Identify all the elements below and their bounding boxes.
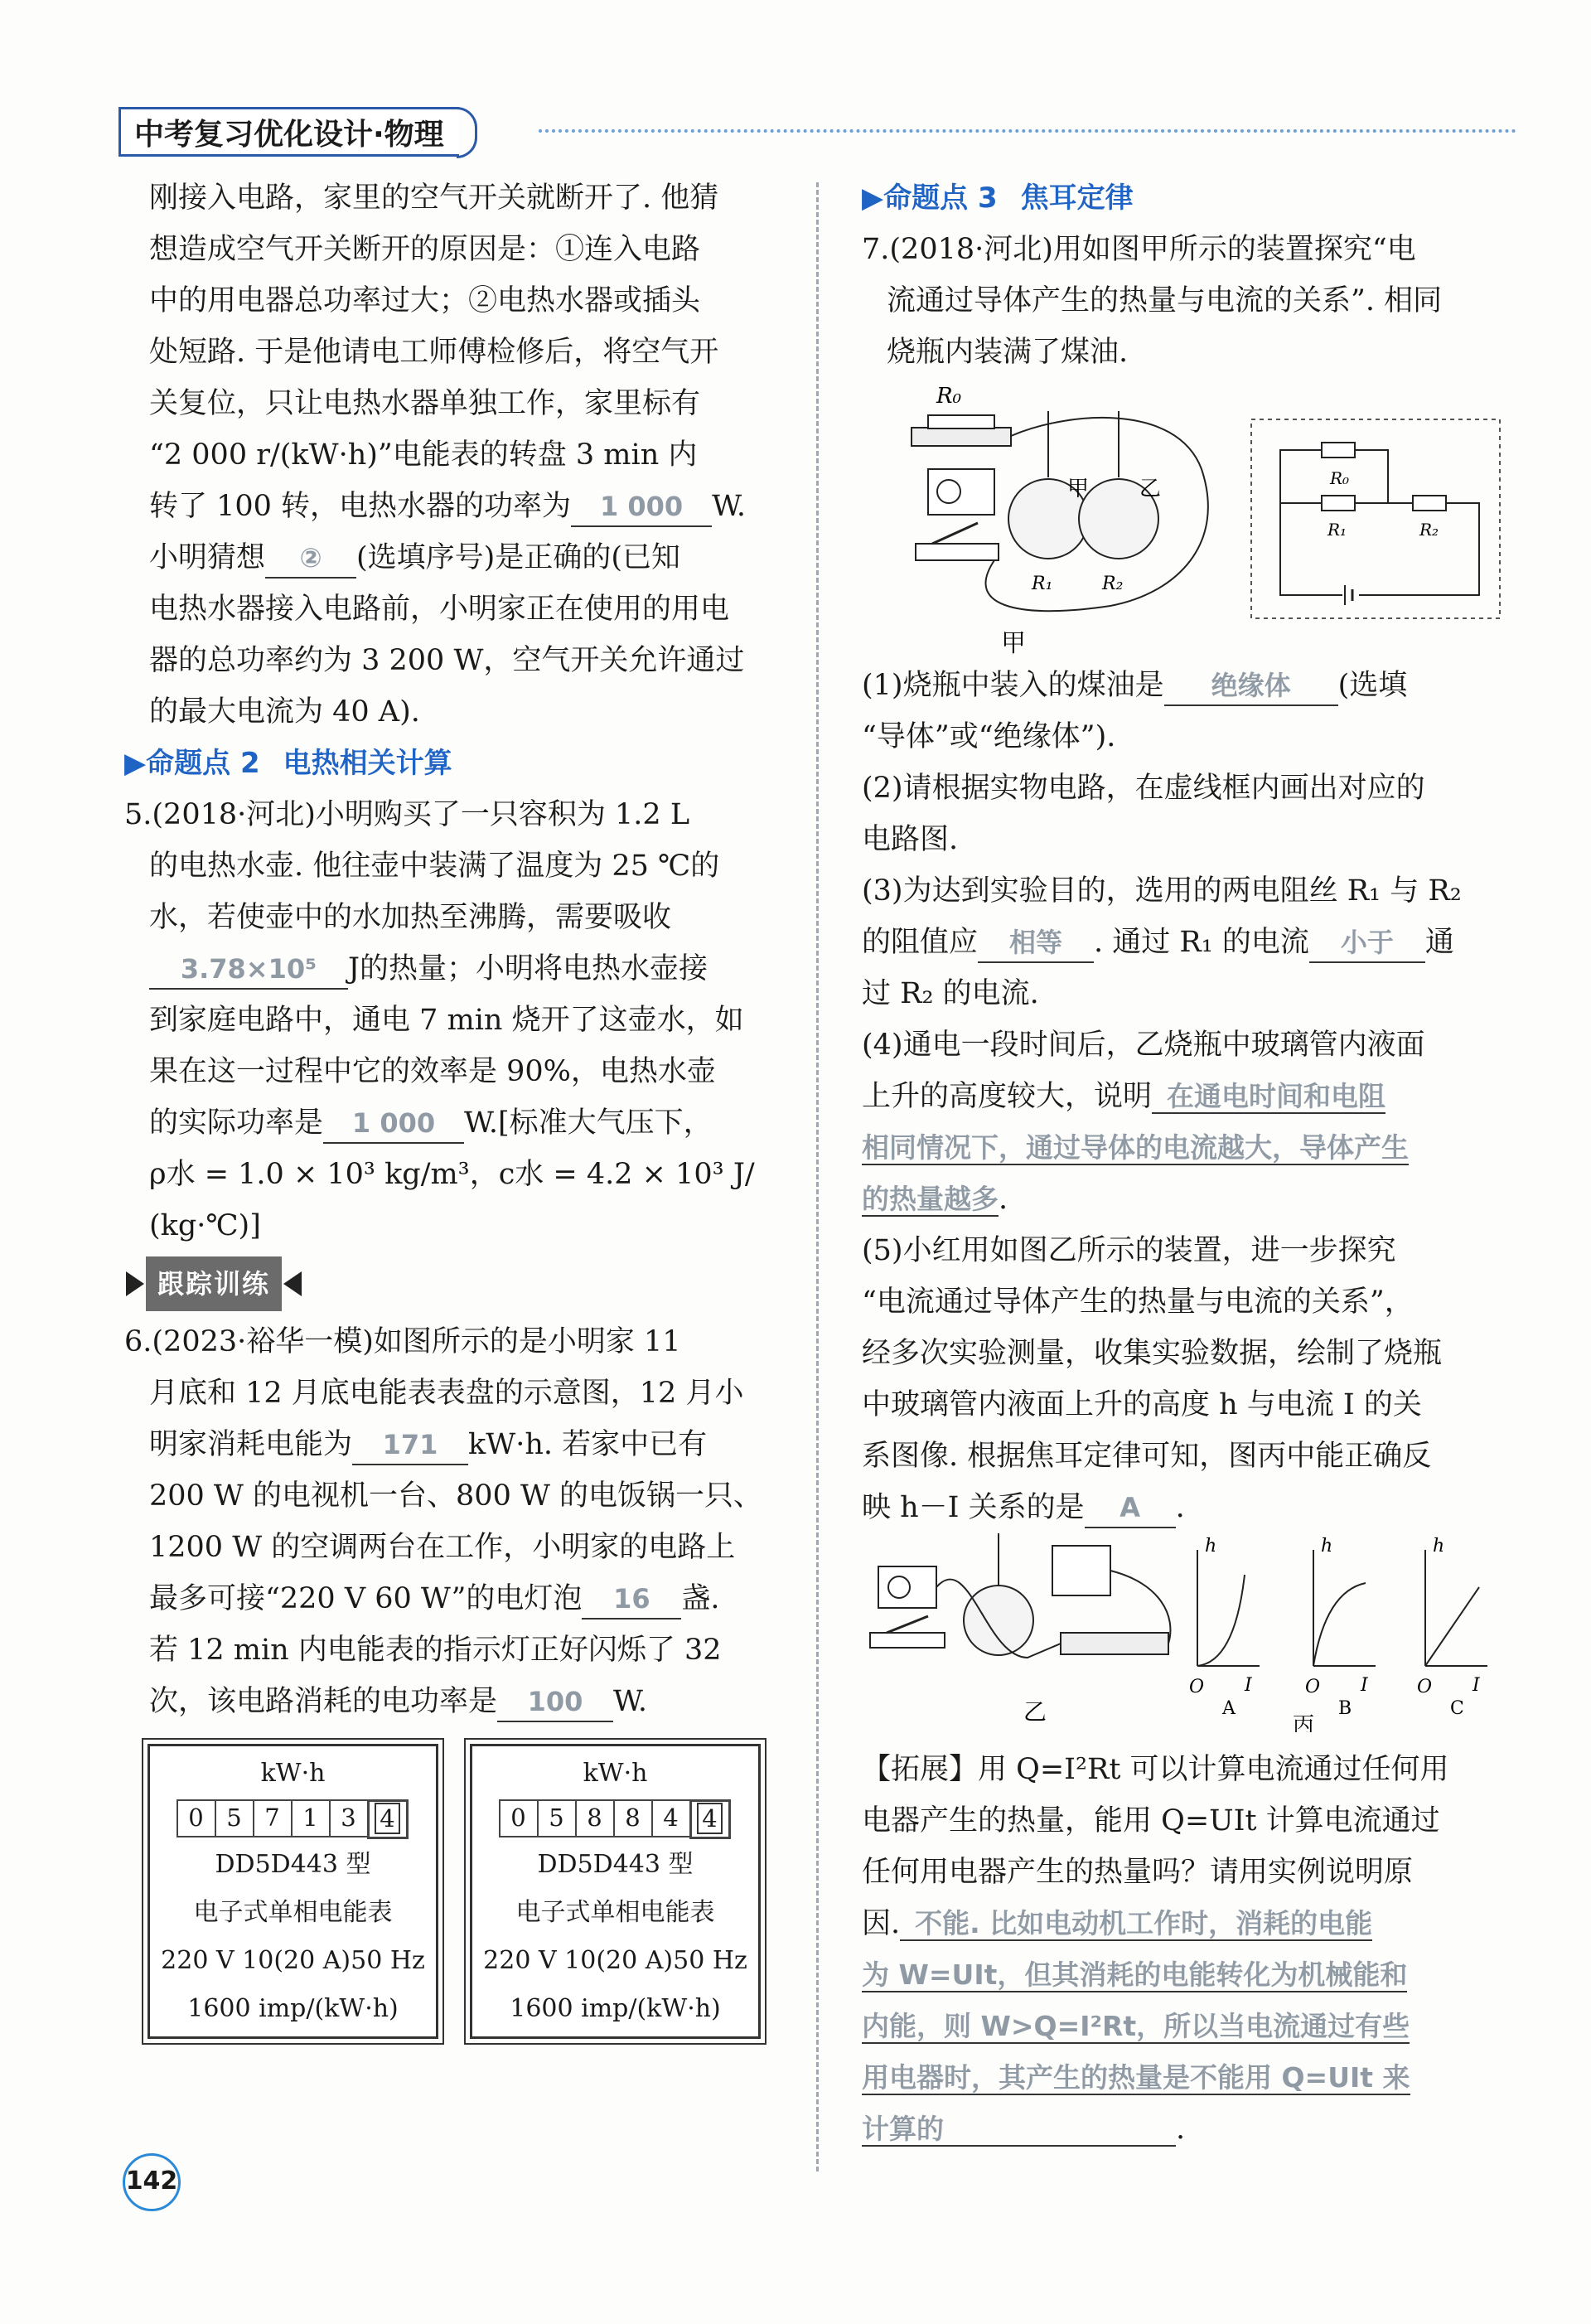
text: 最多可接“220 V 60 W”的电灯泡: [149, 1582, 583, 1615]
origin-label: O: [1189, 1677, 1205, 1697]
resistor-r2: [1413, 496, 1446, 511]
answer-blank: 相同情况下，通过导体的电流越大，导体产生: [862, 1131, 1409, 1164]
text: (1)烧瓶中装入的煤油是: [862, 669, 1164, 702]
meter-imp: 1600 imp/(kW·h): [510, 1994, 721, 2023]
text-line: [862, 917, 1516, 968]
answer-blank: 1 000: [571, 487, 712, 527]
answer-blank: ②: [265, 539, 356, 579]
text: W.: [613, 1685, 647, 1718]
text: kW·h. 若家中已有: [468, 1428, 708, 1461]
text-line: [149, 481, 783, 532]
text-line: 中玻璃管内液面上升的高度 h 与电流 I 的关: [862, 1388, 1422, 1421]
label-r1: R₁: [1032, 574, 1053, 594]
curve-b: [1313, 1583, 1366, 1666]
flask: [964, 1586, 1033, 1655]
text: W.[标准大气压下，: [464, 1106, 713, 1140]
answer-blank: A: [1085, 1489, 1176, 1528]
answer-blank: 16: [582, 1580, 681, 1620]
text: . 通过 R₁ 的电流: [1094, 926, 1309, 959]
meter-digits: [158, 1799, 428, 1839]
figure-caption-yi: 乙: [1023, 1698, 1047, 1726]
text: 上升的高度较大，说明: [862, 1080, 1153, 1113]
text: (选填序号)是正确的(已知: [356, 541, 680, 574]
meter-unit: kW·h: [583, 1759, 648, 1788]
text-line: (3)为达到实验目的，选用的两电阻丝 R₁ 与 R₂: [862, 874, 1462, 908]
text: 通: [1424, 926, 1454, 959]
question-5: [124, 789, 783, 1252]
answer-blank: 相等: [978, 923, 1094, 963]
answer-blank: 小于: [1309, 923, 1425, 963]
text: 次，该电路消耗的电功率是: [149, 1685, 498, 1718]
tracking-practice-banner: [124, 1256, 303, 1311]
text-line: “电流通过导体产生的热量与电流的关系”，: [862, 1285, 1414, 1319]
text-line: 200 W 的电视机一台、800 W 的电饭锅一只、: [149, 1479, 763, 1513]
header-dotted-rule: [539, 129, 1516, 133]
text-line: (5)小红用如图乙所示的装置，进一步探究: [862, 1234, 1396, 1267]
text-line: [862, 1898, 1516, 1949]
meter-digits: [481, 1799, 750, 1839]
ylabel: h: [1433, 1536, 1445, 1557]
answer-blank: 1 000: [323, 1104, 464, 1144]
text-line: “导体”或“绝缘体”).: [862, 720, 1116, 753]
meter-unit: kW·h: [260, 1759, 326, 1788]
text-line: 系图像. 根据焦耳定律可知，图丙中能正确反: [862, 1440, 1432, 1473]
text-line: [862, 2052, 1516, 2104]
line-c: [1425, 1587, 1479, 1666]
label-r2: R₂: [1102, 574, 1124, 594]
text-line: [149, 532, 783, 583]
meter-digit: 5: [215, 1799, 254, 1837]
meter-model: DD5D443 型: [537, 1850, 694, 1879]
text-line: 流通过导体产生的热量与电流的关系”. 相同: [887, 284, 1443, 317]
meter-digit-decimal: [689, 1799, 731, 1839]
text: 的阻值应: [862, 926, 979, 959]
answer-blank: 3.78×10⁵: [149, 950, 348, 990]
meter-digit: 7: [253, 1799, 293, 1837]
text-line: [124, 1419, 783, 1470]
ylabel: h: [1321, 1536, 1333, 1557]
text-line: 烧瓶内装满了煤油.: [887, 336, 1129, 369]
text-line: 中的用电器总功率过大；②电热水器或插头: [149, 284, 701, 317]
text: .: [1176, 2113, 1186, 2146]
text-line: [124, 1097, 783, 1149]
origin-label: O: [1417, 1677, 1433, 1697]
topic-name: 焦耳定律: [1020, 182, 1134, 215]
text-line: 关复位，只让电热水器单独工作，家里标有: [149, 387, 701, 420]
switch-lever: [932, 523, 978, 544]
graph-label-c: C: [1450, 1698, 1464, 1719]
figure-caption-bing: 丙: [1293, 1713, 1315, 1732]
meter-digit-decimal: [367, 1799, 409, 1839]
figure-jia: [862, 378, 1516, 660]
triangle-left-icon: [282, 1270, 303, 1298]
text-line: 想造成空气开关断开的原因是：①连入电路: [149, 233, 701, 266]
text-line: 5.(2018·河北)小明购买了一只容积为 1.2 L: [124, 798, 690, 831]
text-line: [862, 1482, 1516, 1533]
left-column: [124, 172, 783, 2039]
text-line: (2)请根据实物电路，在虚线框内画出对应的: [862, 772, 1425, 805]
text-line: [124, 1573, 783, 1624]
text-line: [124, 943, 783, 995]
figure-yi-bing: [862, 1533, 1516, 1732]
label-jia: 甲: [1067, 477, 1090, 501]
q4-continuation: [124, 172, 783, 738]
tracking-practice-label: 跟踪训练: [146, 1256, 282, 1311]
topic-name: 电热相关计算: [283, 747, 452, 780]
switch-icon: [916, 544, 999, 560]
answer-blank: 用电器时，其产生的热量是不能用 Q=UIt 来: [862, 2061, 1410, 2094]
text-line: [862, 2104, 1516, 2155]
meter-digit: 4: [651, 1799, 691, 1837]
answer-blank: 绝缘体: [1164, 666, 1338, 706]
text: 因.: [862, 1907, 901, 1940]
yi-bing-diagram: [862, 1533, 1516, 1732]
schematic-label-r1: R₁: [1327, 520, 1347, 540]
text: 明家消耗电能为: [149, 1428, 353, 1461]
energy-meter-november: [147, 1744, 438, 2039]
graph-a: [1189, 1536, 1260, 1719]
answer-blank: 计算的: [862, 2113, 1176, 2147]
text: .: [999, 1183, 1008, 1216]
joule-apparatus-diagram: [862, 378, 1516, 660]
topic-heading-2: [124, 738, 783, 789]
answer-blank: 为 W=UIt，但其消耗的电能转化为机械能和: [862, 1958, 1408, 1991]
voltmeter-icon: [1052, 1546, 1110, 1595]
text-line: 7.(2018·河北)用如图甲所示的装置探究“电: [862, 233, 1416, 266]
text-line: 水，若使壶中的水加热至沸腾，需要吸收: [149, 901, 672, 934]
meter-model: DD5D443 型: [215, 1850, 371, 1879]
energy-meter-december: [470, 1744, 761, 2039]
graph-label-a: A: [1222, 1698, 1236, 1719]
text: .: [1175, 1491, 1185, 1524]
text: 盏.: [681, 1582, 720, 1615]
schematic-wires: [1280, 450, 1479, 595]
text-line: 月底和 12 月底电能表表盘的示意图，12 月小: [149, 1377, 744, 1410]
column-divider: [816, 182, 819, 2171]
text-line: 经多次实验测量，收集实验数据，绘制了烧瓶: [862, 1337, 1443, 1370]
answer-blank: 171: [352, 1426, 468, 1465]
xlabel: I: [1473, 1675, 1480, 1696]
switch-lever: [887, 1616, 928, 1633]
text-line: [862, 1174, 1516, 1225]
resistor-r0: [1322, 443, 1355, 458]
text-line: “2 000 r/(kW·h)”电能表的转盘 3 min 内: [149, 438, 698, 472]
text-line: 电路图.: [862, 823, 959, 856]
origin-label: O: [1305, 1677, 1321, 1697]
text-line: 过 R₂ 的电流.: [862, 977, 1039, 1010]
topic-label: 命题点 3: [883, 182, 998, 215]
ylabel: h: [1205, 1536, 1217, 1557]
page-number: 142: [123, 2153, 181, 2211]
text: (选填: [1337, 669, 1408, 702]
meter-digit: 1: [291, 1799, 331, 1837]
triangle-icon: ▶: [862, 182, 884, 215]
text-line: [862, 660, 1516, 711]
header: [118, 108, 459, 156]
resistor-r1: [1322, 496, 1355, 511]
label-r0: R₀: [936, 384, 961, 409]
triangle-icon: ▶: [124, 747, 147, 780]
right-column: [862, 172, 1516, 2155]
text-line: (kg·℃)]: [149, 1209, 261, 1242]
text-line: 果在这一过程中它的效率是 90%，电热水壶: [149, 1055, 716, 1088]
figure-caption-jia: 甲: [1001, 629, 1026, 658]
text: 映 h－I 关系的是: [862, 1491, 1085, 1524]
text-line: 1200 W 的空调两台在工作，小明家的电路上: [149, 1531, 736, 1564]
text: W.: [712, 490, 747, 523]
meter-spec: 220 V 10(20 A)50 Hz: [483, 1946, 747, 1975]
graph-c: [1417, 1536, 1487, 1719]
text-line: 的最大电流为 40 A).: [149, 695, 420, 729]
text-line: 【拓展】用 Q=I²Rt 可以计算电流通过任何用: [862, 1753, 1449, 1786]
answer-blank: 在通电时间和电阻: [1152, 1080, 1385, 1114]
meter-digit: 8: [613, 1799, 653, 1837]
text-line: 若 12 min 内电能表的指示灯正好闪烁了 32: [149, 1634, 722, 1667]
text-line: [862, 2001, 1516, 2052]
text-line: 刚接入电路，家里的空气开关就断开了. 他猜: [149, 182, 719, 215]
text-line: ρ水 = 1.0 × 10³ kg/m³，c水 = 4.2 × 10³ J/: [149, 1158, 755, 1191]
text-line: 到家庭电路中，通电 7 min 烧开了这壶水，如: [149, 1004, 744, 1037]
topic-label: 命题点 2: [146, 747, 260, 780]
text-line: 器的总功率约为 3 200 W，空气开关允许通过: [149, 644, 745, 677]
text: 转了 100 转，电热水器的功率为: [149, 490, 572, 523]
answer-blank: 不能. 比如电动机工作时，消耗的电能: [900, 1907, 1372, 1941]
switch-icon: [870, 1633, 945, 1648]
header-title: 中考复习优化设计·物理: [118, 107, 459, 157]
meter-digit: 5: [537, 1799, 577, 1837]
ammeter-icon: [878, 1566, 936, 1608]
question-6: [124, 1316, 783, 1727]
triangle-right-icon: [124, 1270, 146, 1298]
meter-type: 电子式单相电能表: [193, 1898, 393, 1927]
topic-heading-3: [862, 172, 1516, 224]
meter-digit-value: 4: [375, 1803, 399, 1834]
text-line: (4)通电一段时间后，乙烧瓶中玻璃管内液面: [862, 1029, 1425, 1062]
text-line: [862, 1071, 1516, 1122]
xlabel: I: [1361, 1675, 1368, 1696]
schematic-label-r2: R₂: [1419, 520, 1439, 540]
text-line: 6.(2023·裕华一模)如图所示的是小明家 11: [124, 1325, 681, 1358]
rheostat-body: [912, 428, 1011, 446]
meter-digit: 0: [177, 1799, 216, 1837]
text-line: 任何用电器产生的热量吗？请用实例说明原: [862, 1856, 1414, 1889]
curve-a: [1197, 1575, 1245, 1666]
rheostat-icon: [1061, 1633, 1168, 1654]
meter-imp: 1600 imp/(kW·h): [187, 1994, 399, 2023]
graph-b: [1305, 1536, 1376, 1719]
rheostat-slider: [928, 415, 994, 428]
text-line: [862, 1122, 1516, 1174]
meter-spec: 220 V 10(20 A)50 Hz: [161, 1946, 425, 1975]
text: 小明猜想: [149, 541, 266, 574]
meter-digit-value: 4: [697, 1803, 722, 1834]
meter-type: 电子式单相电能表: [515, 1898, 715, 1927]
label-yi: 乙: [1139, 477, 1162, 501]
text-line: 处短路. 于是他请电工师傅检修后，将空气开: [149, 336, 719, 369]
graph-label-b: B: [1338, 1698, 1352, 1719]
energy-meters: [147, 1744, 783, 2039]
text-line: 电热水器接入电路前，小明家正在使用的用电: [149, 593, 730, 626]
text: J的热量；小明将电热水壶接: [348, 952, 708, 985]
meter-digit: 3: [329, 1799, 369, 1837]
text-line: [124, 1676, 783, 1727]
answer-blank: 100: [497, 1682, 613, 1722]
text-line: [862, 1949, 1516, 2001]
answer-blank: 的热量越多: [862, 1183, 999, 1215]
text: 的实际功率是: [149, 1106, 324, 1140]
text-line: 的电热水壶. 他往壶中装满了温度为 25 ℃的: [149, 850, 720, 883]
xlabel: I: [1245, 1675, 1252, 1696]
meter-digit: 8: [575, 1799, 615, 1837]
schematic-label-r0: R₀: [1330, 468, 1350, 488]
answer-blank: 内能，则 W>Q=I²Rt，所以当电流通过有些: [862, 2010, 1410, 2042]
text-line: 电器产生的热量，能用 Q=UIt 计算电流通过: [862, 1804, 1440, 1837]
meter-digit: 0: [499, 1799, 539, 1837]
